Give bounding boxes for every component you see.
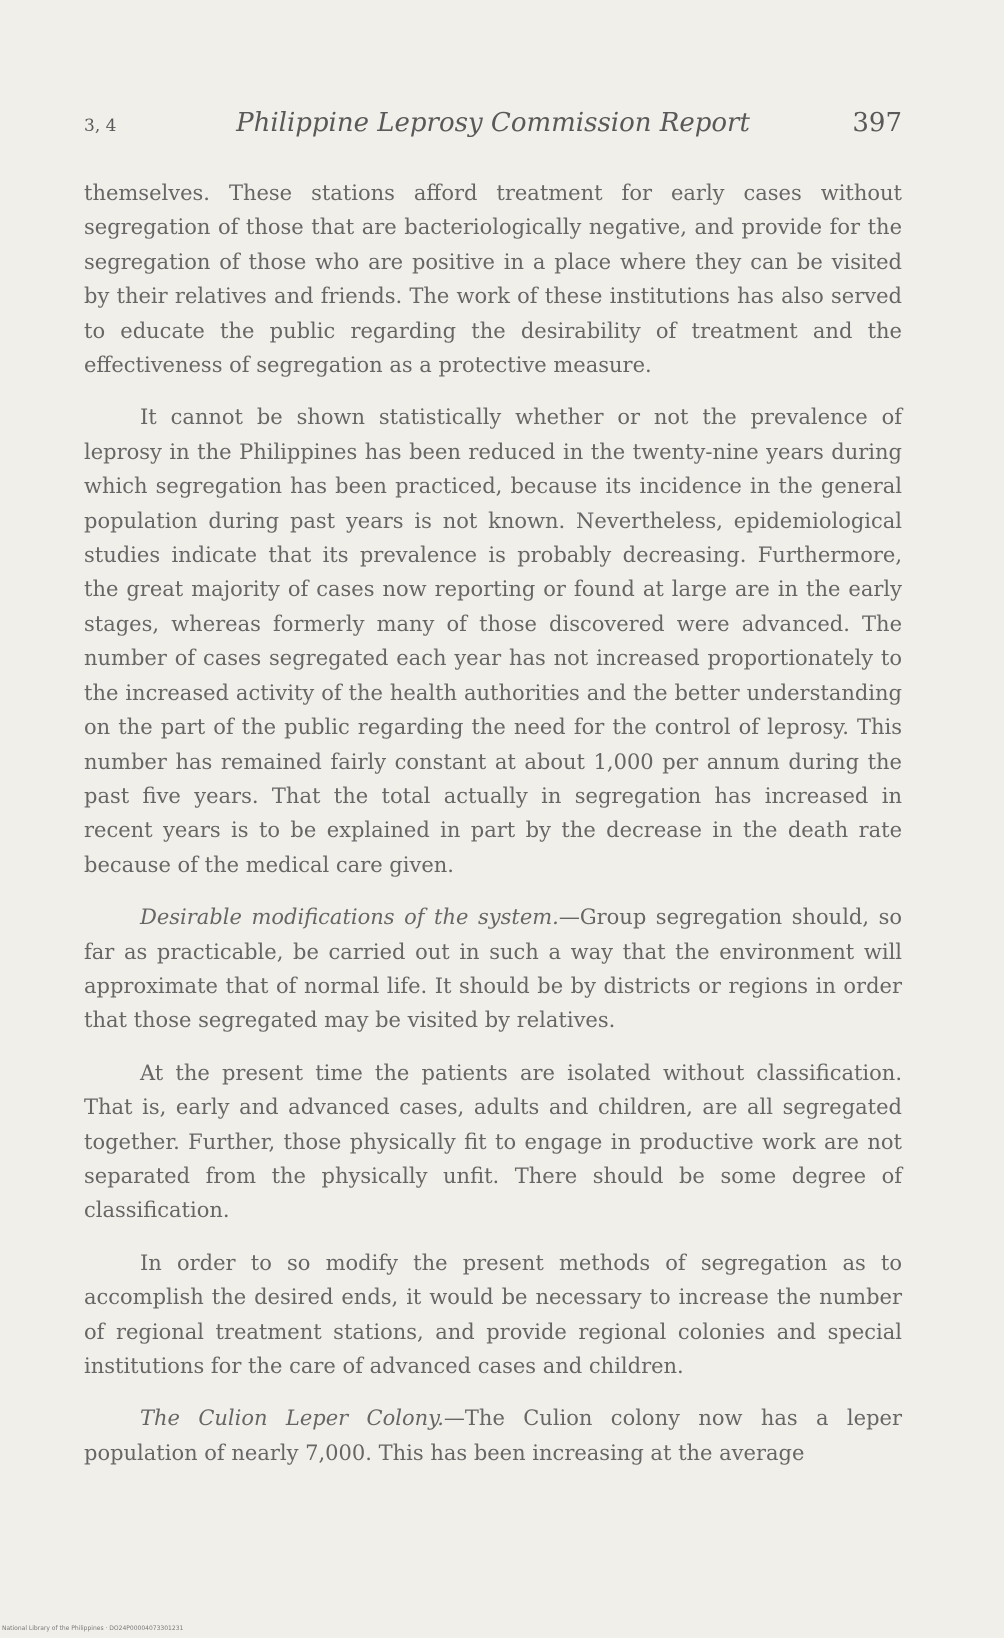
paragraph-text: —The Culion colony now has a leper population of nearly 7,000. This has been increasing at the average [84, 1406, 902, 1465]
running-header [84, 108, 902, 148]
paragraph-1 [84, 176, 902, 382]
paragraph-4 [84, 1056, 902, 1228]
paragraph-text: At the present time the patients are isolated without classification. That is, early and advanced cases, adults and children, are all segregated together. Further, those physically fit to engage in productive work are not separated from the physically unfit. There should be some degree of classification. [84, 1060, 902, 1223]
volume-number: 3, 4 [84, 116, 117, 136]
section-heading-culion-colony: The Culion Leper Colony. [140, 1406, 444, 1431]
paragraph-text: It cannot be shown statistically whether or not the prevalence of leprosy in the Philippines has been reduced in the twenty-nine years during which segregation has been practiced, because its incidence in the general population during past years is not known. Nevertheless, epidemiological studies indicate that its prevalence is probably decreasing. Furthermore, the great majority of cases now reporting or found at large are in the early stages, whereas formerly many of those discovered were advanced. The number of cases segregated each year has not increased proportionately to the increased activity of the health authorities and the better understanding on the part of the public regarding the need for the control of leprosy. This number has remained fairly constant at about 1,000 per annum during the past five years. That the total actually in segregation has increased in recent years is to be explained in part by the decrease in the death rate because of the medical care given. [84, 405, 902, 877]
section-heading-desirable-modifications: Desirable modifications of the system. [140, 905, 559, 930]
page-number: 397 [852, 108, 902, 138]
paragraph-text: themselves. These stations afford treatment for early cases without segregation of those that are bacteriologically negative, and provide for the segregation of those who are positive in a place where they can be visited by their relatives and friends. The work of these institutions has also served to educate the public regarding the desirability of treatment and the effectiveness of segregation as a protective measure. [84, 181, 902, 378]
paragraph-text: In order to so modify the present methods of segregation as to accomplish the desired ends, it would be necessary to increase the number of regional treatment stations, and provide regional colonies and special institutions for the care of advanced cases and children. [84, 1250, 902, 1378]
paragraph-3 [84, 900, 902, 1038]
paragraph-6 [84, 1401, 902, 1470]
scan-footer: National Library of the Philippines · DO24P00004073301231 [2, 1625, 184, 1632]
paragraph-text: —Group segregation should, so far as practicable, be carried out in such a way that the environment will approximate that of normal life. It should be by districts or regions in order that those segregated may be visited by relatives. [84, 905, 903, 1033]
body-text [84, 176, 902, 1488]
paragraph-5 [84, 1246, 902, 1384]
running-title: Philippine Leprosy Commission Report [236, 108, 750, 138]
paragraph-2 [84, 400, 902, 882]
